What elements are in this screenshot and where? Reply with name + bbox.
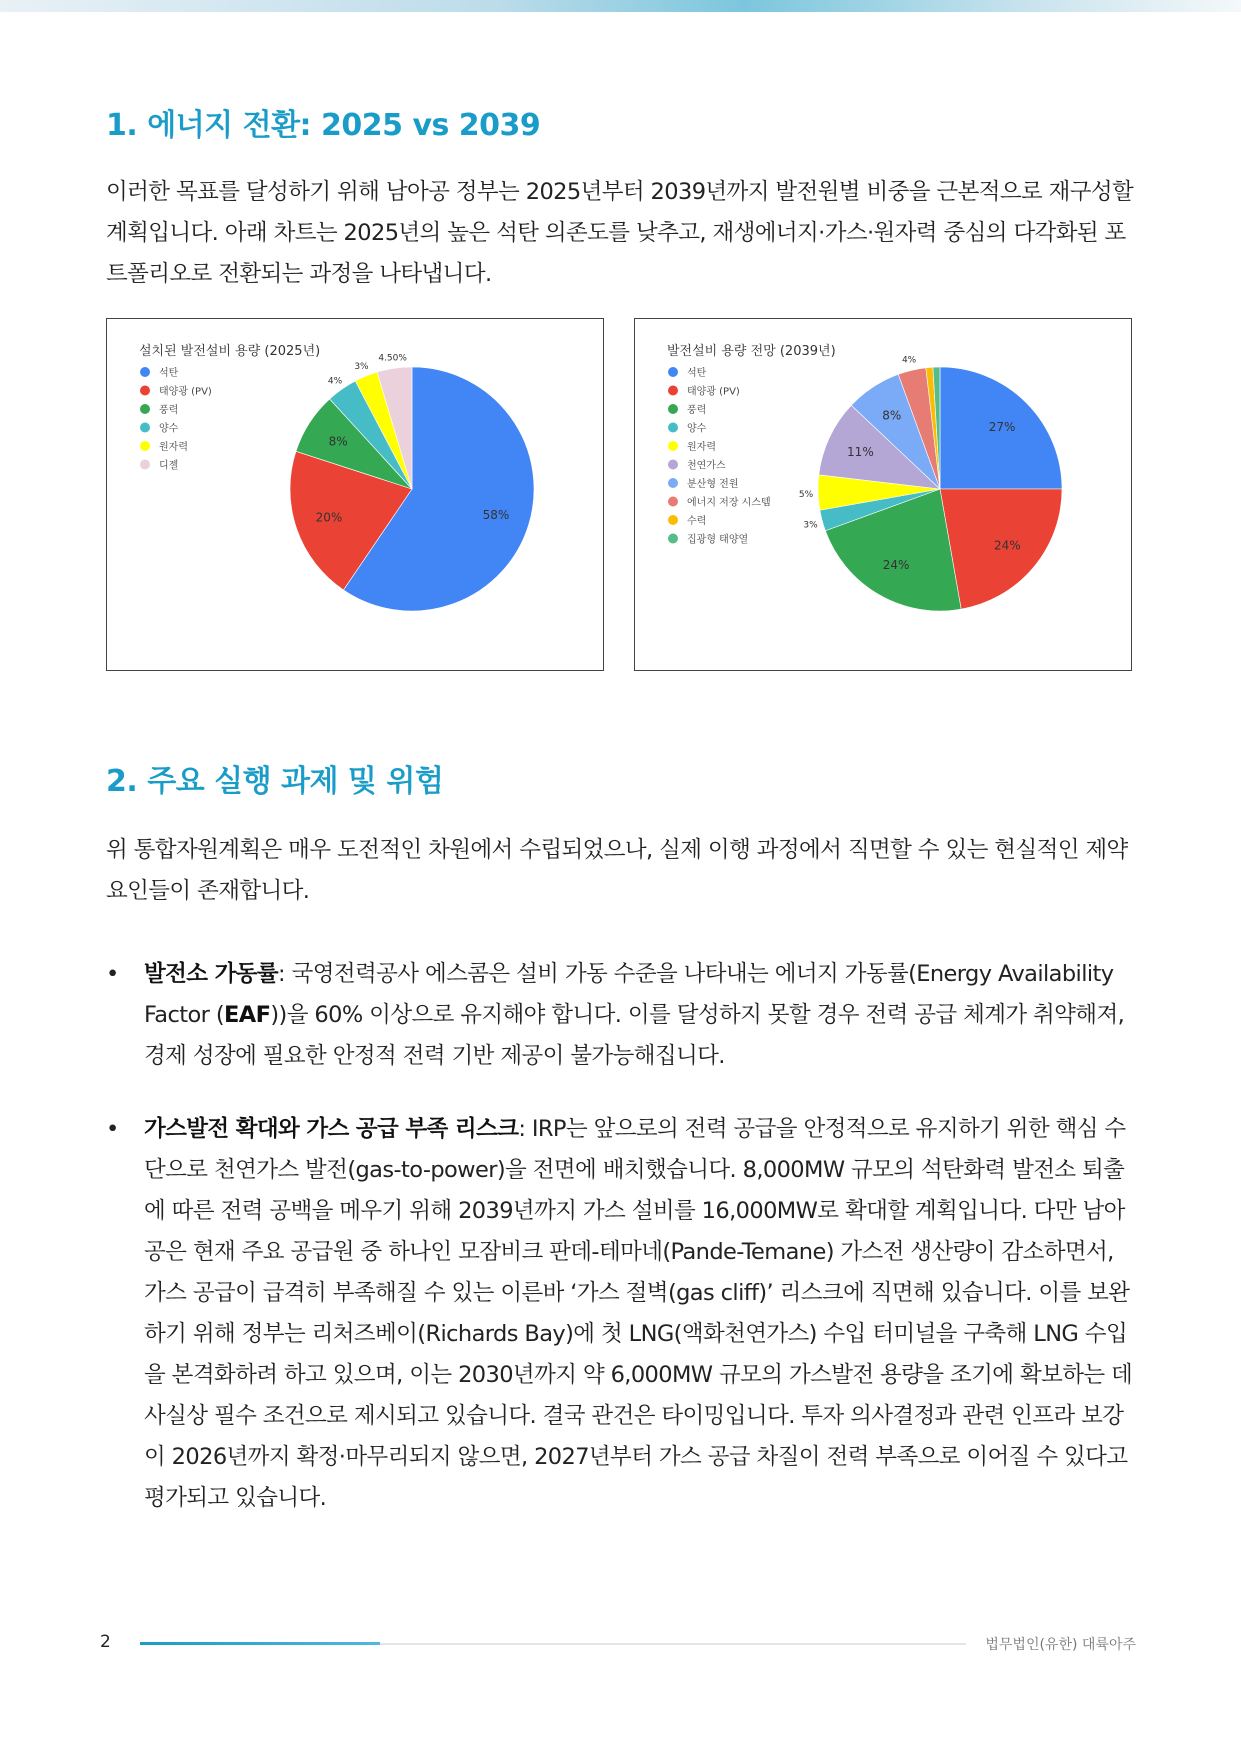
legend-swatch [140,367,150,377]
bullet-gas-supply-risk [106,1109,1136,1519]
legend-swatch [668,441,678,451]
legend-label: 풍력 [687,405,707,416]
legend-label: 원자력 [159,442,188,453]
legend-swatch [668,367,678,377]
legend-swatch [668,404,678,414]
chart-2039-svg [635,319,1133,672]
legend-label: 원자력 [687,442,716,453]
slice-data-label: 24% [993,538,1021,553]
section-1-paragraph: 이러한 목표를 달성하기 위해 남아공 정부는 2025년부터 2039년까지 발전원별 비중을 근본적으로 재구성할 계획입니다. 아래 차트는 2025년의 높은 석탄 의존도를 낮추고, 재생에너지·가스·원자력 중심의 다각화된 포트폴리오로 전환되는 과정을 나타냅니다. [106,179,1134,287]
legend-label: 태양광 (PV) [159,386,212,398]
legend-swatch [140,460,150,470]
slice-data-label: 8% [882,408,902,423]
legend-swatch [668,497,678,507]
footer-firm-name: 법무법인(유한) 대륙아주 [985,1637,1136,1653]
slice-data-label: 4.50% [378,353,407,364]
legend-label: 수력 [687,516,707,527]
bullet-text: : IRP는 앞으로의 전력 공급을 안정적으로 유지하기 위한 핵심 수단으로 천연가스 발전(gas-to-power)을 전면에 배치했습니다. 8,000MW 규모의 석탄화력 발전소 퇴출에 따른 전력 공백을 메우기 위해 2039년까지 가스 설비를 16,000MW로 확대할 계획입니다. 다만 남아공은 현재 주요 공급원 중 하나인 모잠비크 판데-테마네(Pande-Temane) 가스전 생산량이 감소하면서, 가스 공급이 급격히 부족해질 수 있는 이른바 ‘가스 절벽(gas cliff)’ 리스크에 직면해 있습니다. 이를 보완하기 위해 정부는 리처즈베이(Richards Bay)에 첫 LNG(액화천연가스) 수입 터미널을 구축해 LNG 수입을 본격화하려 하고 있으며, 이는 2030년까지 약 6,000MW 규모의 가스발전 용량을 조기에 확보하는 데 사실상 필수 조건으로 제시되고 있습니다. 결국 관건은 타이밍입니다. 투자 의사결정과 관련 인프라 보강이 2026년까지 확정·마무리되지 않으면, 2027년부터 가스 공급 차질이 전력 부족으로 이어질 수 있다고 평가되고 있습니다. [144,1116,1133,1511]
legend-swatch [668,423,678,433]
risk-bullet-list [106,954,1136,1551]
chart-title: 발전설비 용량 전망 (2039년) [667,344,836,359]
slice-data-label: 3% [803,520,818,531]
chart-2039-capacity-outlook [634,318,1132,671]
bullet-text: ))을 60% 이상으로 유지해야 합니다. 이를 달성하지 못할 경우 전력 공급 체계가 취약해져, 경제 성장에 필요한 안정적 전력 기반 제공이 불가능해집니다. [144,1002,1125,1069]
legend-label: 양수 [159,423,179,435]
bullet-heading: 가스발전 확대와 가스 공급 부족 리스크 [144,1116,519,1142]
bullet-marker: • [106,1116,119,1142]
slice-data-label: 3% [354,361,369,372]
bullet-text: : 국영전력공사 에스콤은 설비 가동 수준을 나타내는 에너지 가동률(Energy Availability Factor ( [144,961,1114,1028]
bullet-bold-term: EAF [224,1002,271,1028]
bullet-plant-availability [106,954,1136,1077]
bullet-marker: • [106,961,119,987]
legend-swatch [140,404,150,414]
slice-data-label: 11% [847,444,874,459]
legend-swatch [140,441,150,451]
chart-2025-svg [107,319,605,672]
legend-swatch [140,386,150,396]
legend-label: 분산형 전원 [687,479,739,490]
legend-swatch [668,534,678,544]
legend-swatch [668,386,678,396]
slice-data-label: 4% [901,355,917,366]
legend-label: 에너지 저장 시스템 [687,497,771,509]
legend-label: 풍력 [159,405,179,416]
slice-data-label: 20% [315,510,343,525]
legend-swatch [668,515,678,525]
legend-label: 디젤 [159,460,179,472]
legend-label: 천연가스 [687,460,726,472]
slice-data-label: 27% [988,419,1016,434]
legend-label: 석탄 [159,368,179,379]
legend-label: 태양광 (PV) [687,386,740,398]
chart-2025-installed-capacity [106,318,604,671]
legend-label: 석탄 [687,368,707,379]
section-1-title: 1. 에너지 전환: 2025 vs 2039 [106,108,541,143]
section-2-title: 2. 주요 실행 과제 및 위험 [106,764,444,799]
legend-label: 양수 [687,423,707,435]
legend-label: 집광형 태양열 [687,534,749,546]
top-gradient-bar [0,0,1241,12]
slice-data-label: 58% [482,507,510,522]
legend-swatch [668,460,678,470]
slice-data-label: 4% [327,376,343,387]
section-2-paragraph: 위 통합자원계획은 매우 도전적인 차원에서 수립되었으나, 실제 이행 과정에서 직면할 수 있는 현실적인 제약 요인들이 존재합니다. [106,837,1128,904]
page-number: 2 [100,1632,111,1652]
bullet-heading: 발전소 가동률 [144,961,279,987]
chart-title: 설치된 발전설비 용량 (2025년) [139,344,321,359]
slice-data-label: 24% [882,558,910,573]
legend-swatch [668,478,678,488]
footer-divider-accent [140,1642,380,1645]
slice-data-label: 8% [328,434,348,449]
legend-swatch [140,423,150,433]
slice-data-label: 5% [798,489,814,500]
